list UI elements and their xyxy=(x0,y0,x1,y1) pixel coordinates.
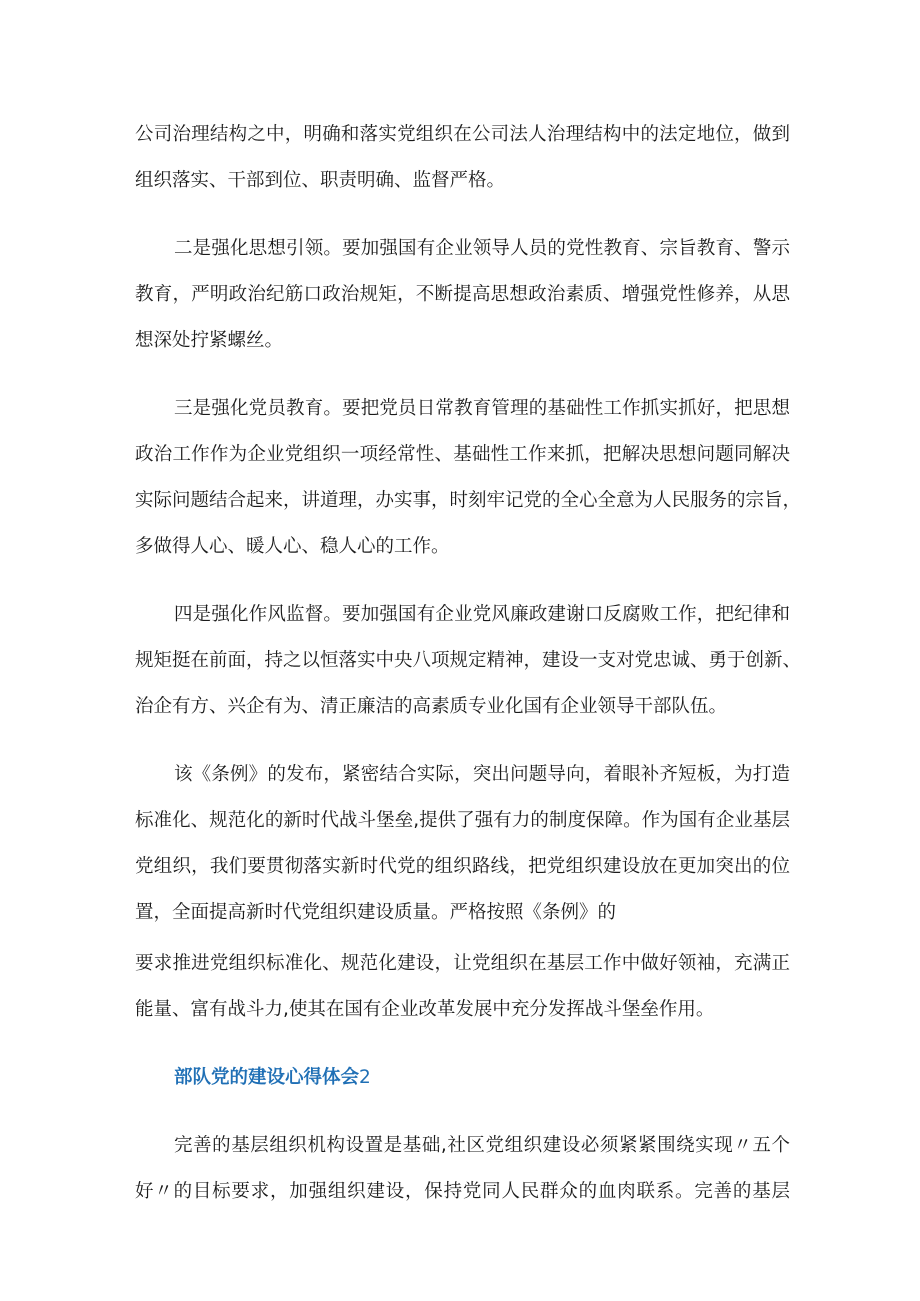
paragraph-governance xyxy=(135,112,790,204)
text-line: 规矩挺在前面，持之以恒落实中央八项规定精神，建设一支对党忠诚、勇于创新、 xyxy=(135,650,802,671)
paragraph-member-education xyxy=(135,386,802,570)
text-line: 实际问题结合起来，讲道理，办实事，时刻牢记党的全心全意为人民服务的宗旨， xyxy=(135,490,802,511)
document-page xyxy=(135,112,802,1215)
text-line: 二是强化思想引领。要加强国有企业领导人员的党性教育、宗旨教育、警示 xyxy=(174,238,790,259)
text-line: 标准化、规范化的新时代战斗堡垒,提供了强有力的制度保障。作为国有企业基层 xyxy=(135,810,790,831)
text-line: 治企有方、兴企有为、清正廉洁的高素质专业化国有企业领导干部队伍。 xyxy=(135,696,728,717)
text-line: 好〃的目标要求，加强组织建设，保持党同人民群众的血肉联系。完善的基层 xyxy=(135,1181,790,1202)
text-line: 该《条例》的发布，紧密结合实际，突出问题导向，着眼补齐短板，为打造 xyxy=(174,764,790,785)
paragraph-requirements xyxy=(135,941,790,1033)
text-line: 公司治理结构之中，明确和落实党组织在公司法人治理结构中的法定地位，做到 xyxy=(135,124,790,145)
text-line: 三是强化党员教育。要把党员日常教育管理的基础性工作抓实抓好，把思想 xyxy=(174,398,790,419)
text-line: 置，全面提高新时代党组织建设质量。严格按照《条例》的 xyxy=(135,902,617,923)
text-line: 四是强化作风监督。要加强国有企业党风廉政建谢口反腐败工作，把纪律和 xyxy=(174,604,790,625)
text-line: 想深处拧紧螺丝。 xyxy=(135,330,284,351)
text-line: 多做得人心、暖人心、稳人心的工作。 xyxy=(135,536,450,557)
section-heading-number: 2 xyxy=(359,1067,371,1088)
paragraph-regulation-release xyxy=(135,752,790,936)
text-line: 党组织，我们要贯彻落实新时代党的组织路线，把党组织建设放在更加突出的位 xyxy=(135,856,790,877)
paragraph-style-supervision xyxy=(135,592,802,730)
text-line: 政治工作作为企业党组织一项经常性、基础性工作来抓，把解决思想问题同解决 xyxy=(135,444,790,465)
text-line: 要求推进党组织标准化、规范化建设，让党组织在基层工作中做好领袖，充满正 xyxy=(135,953,790,974)
section-heading-title: 部队党的建设心得体会 xyxy=(174,1067,360,1088)
text-line: 组织落实、干部到位、职责明确、监督严格。 xyxy=(135,170,506,191)
paragraph-grassroots-organization xyxy=(135,1123,790,1215)
text-line: 教育，严明政治纪筋口政治规矩，不断提高思想政治素质、增强党性修养，从思 xyxy=(135,284,790,305)
text-line: 完善的基层组织机构设置是基础,社区党组织建设必须紧紧围绕实现〃五个 xyxy=(174,1135,790,1156)
paragraph-thought-guidance xyxy=(135,226,790,364)
section-heading xyxy=(135,1055,790,1101)
text-line: 能量、富有战斗力,使其在国有企业改革发展中充分发挥战斗堡垒作用。 xyxy=(135,999,715,1020)
